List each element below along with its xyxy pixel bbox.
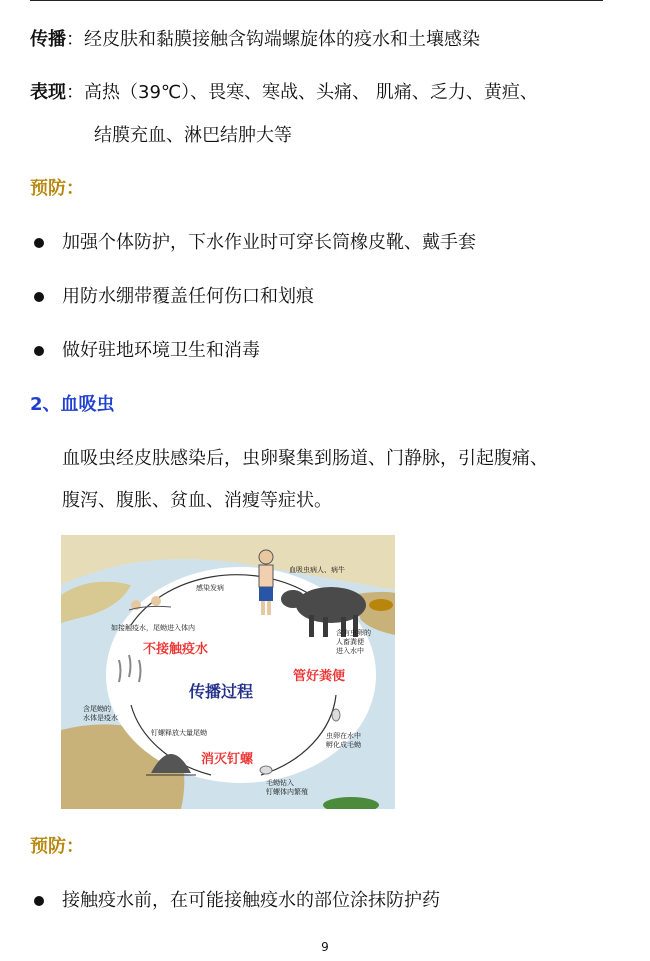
egg-icon [332, 709, 340, 721]
transmission-text: 经皮肤和黏膜接触含钩端螺旋体的疫水和土壤感染 [84, 29, 480, 50]
section-heading-schistosoma: 2、血吸虫 [30, 394, 115, 415]
bullet-dot [34, 346, 44, 356]
caption-feces-1: 含有虫卵的 [336, 629, 371, 637]
feces-pile [369, 599, 393, 611]
symptoms-line [30, 81, 538, 105]
prevention-heading-2: 预防： [30, 836, 84, 857]
top-rule [30, 0, 603, 1]
prevention-item-3: 做好驻地环境卫生和消毒 [62, 340, 260, 361]
prevention-item-1: 加强个体防护，下水作业时可穿长筒橡皮靴、戴手套 [62, 232, 476, 253]
caption-snail-release: 钉螺释放大量尾蚴 [151, 729, 207, 737]
miracidium-icon [260, 766, 272, 774]
caption-cercaria-water-1: 含尾蚴的 [83, 705, 111, 713]
label-no-contact: 不接触疫水 [143, 642, 209, 657]
prevention-item-2: 用防水绷带覆盖任何伤口和划痕 [62, 286, 314, 307]
caption-contact: 如接触疫水，尾蚴进入体内 [111, 624, 195, 632]
prevention2-item-1: 接触疫水前，在可能接触疫水的部位涂抹防护药 [62, 890, 440, 911]
symptoms-label: 表现 [30, 82, 66, 103]
schistosoma-paragraph-1: 血吸虫经皮肤感染后，虫卵聚集到肠道、门静脉，引起腹痛、 [62, 448, 548, 469]
bullet-dot [34, 292, 44, 302]
caption-feces-3: 进入水中 [336, 647, 364, 655]
prevention-heading-1: 预防： [30, 178, 84, 199]
transmission-label: 传播 [30, 29, 66, 50]
label-kill-snails: 消灭钉螺 [201, 752, 254, 767]
caption-miracidia-1: 毛蚴钻入 [266, 779, 294, 787]
symptoms-text-1: 高热（39℃）、畏寒、寒战、头痛、 肌痛、乏力、黄疸、 [84, 82, 538, 103]
transmission-colon: ： [66, 29, 84, 50]
transmission-cycle-illustration [61, 535, 395, 809]
caption-patient: 血吸虫病人、病牛 [289, 566, 345, 574]
transmission-cycle-figure [61, 535, 395, 809]
caption-infection: 感染发病 [196, 584, 224, 592]
figure-center-title: 传播过程 [189, 682, 254, 701]
caption-cercaria-water-2: 水体是疫水 [83, 714, 118, 722]
bullet-dot [34, 896, 44, 906]
symptoms-text-2: 结膜充血、淋巴结肿大等 [94, 125, 292, 146]
schistosoma-paragraph-2: 腹泻、腹胀、贫血、消瘦等症状。 [62, 490, 332, 511]
caption-miracidia-2: 钉螺体内繁殖 [266, 788, 308, 796]
caption-egg-hatch-1: 虫卵在水中 [326, 732, 361, 740]
page-number: 9 [321, 940, 329, 954]
bullet-dot [34, 238, 44, 248]
label-manage-feces: 管好粪便 [293, 669, 346, 684]
caption-feces-2: 人畜粪便 [336, 638, 364, 646]
transmission-line [30, 28, 480, 52]
caption-egg-hatch-2: 孵化成毛蚴 [326, 741, 361, 749]
symptoms-colon: ： [66, 82, 84, 103]
